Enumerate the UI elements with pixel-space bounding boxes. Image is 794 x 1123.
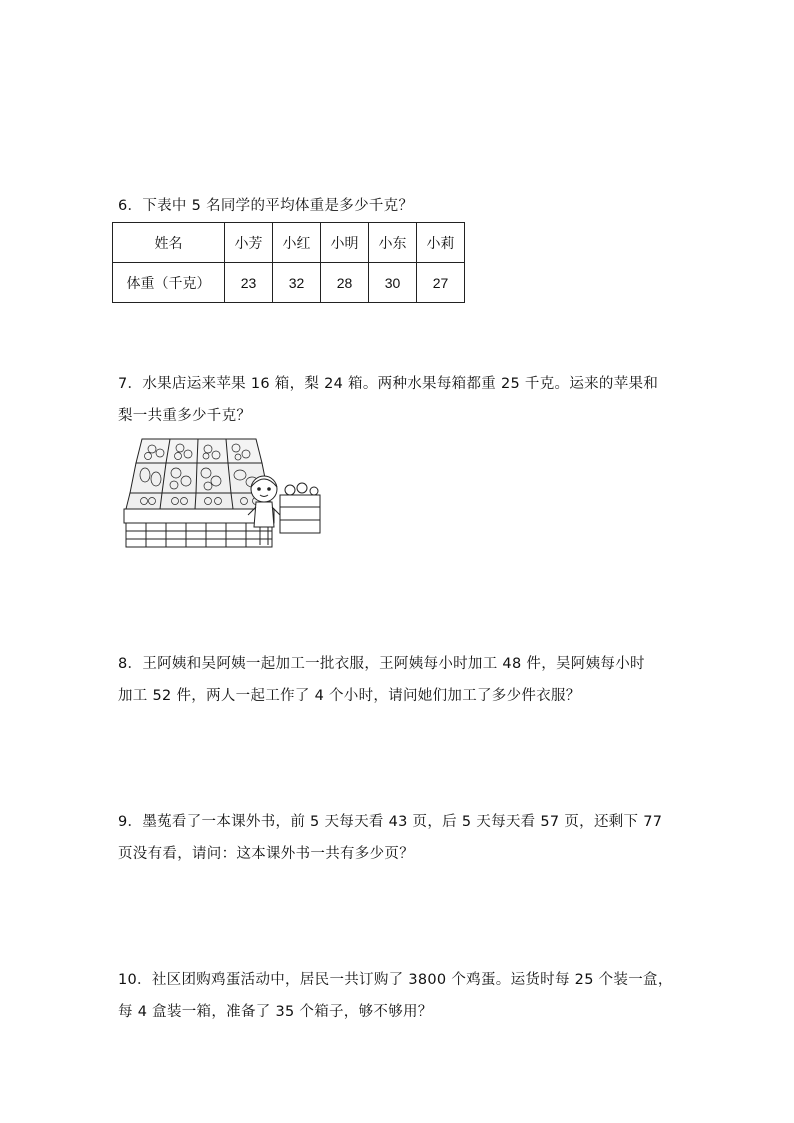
table-header-label: 姓名 xyxy=(113,223,225,263)
table-name-cell: 小红 xyxy=(273,223,321,263)
question-10 xyxy=(118,964,678,1028)
question-8 xyxy=(118,648,678,712)
question-7-line-1: 7．水果店运来苹果 16 箱，梨 24 箱。两种水果每箱都重 25 千克。运来的苹果和 xyxy=(118,376,659,392)
table-weight-cell: 32 xyxy=(273,263,321,303)
question-6 xyxy=(118,190,678,222)
table-weight-cell: 28 xyxy=(321,263,369,303)
question-10-line-2: 每 4 盒装一箱，准备了 35 个箱子，够不够用？ xyxy=(118,1004,433,1020)
table-name-cell: 小东 xyxy=(369,223,417,263)
question-9-line-2: 页没有看，请问：这本课外书一共有多少页？ xyxy=(118,846,414,862)
question-8-line-2: 加工 52 件，两人一起工作了 4 个小时，请问她们加工了多少件衣服？ xyxy=(118,688,581,704)
fruit-stand-illustration xyxy=(120,435,325,550)
question-10-line-1: 10．社区团购鸡蛋活动中，居民一共订购了 3800 个鸡蛋。运货时每 25 个装一盒， xyxy=(118,972,673,988)
table-name-cell: 小莉 xyxy=(417,223,465,263)
question-7-line-2: 梨一共重多少千克？ xyxy=(118,408,252,424)
table-weight-cell: 30 xyxy=(369,263,417,303)
weight-table xyxy=(112,222,465,303)
question-9-line-1: 9．墨菟看了一本课外书，前 5 天每天看 43 页，后 5 天每天看 57 页，还剩下 77 xyxy=(118,814,663,830)
question-7 xyxy=(118,368,678,432)
table-name-cell: 小芳 xyxy=(225,223,273,263)
table-weight-cell: 23 xyxy=(225,263,273,303)
table-weight-cell: 27 xyxy=(417,263,465,303)
table-row-names xyxy=(113,223,465,263)
question-6-text: 6．下表中 5 名同学的平均体重是多少千克？ xyxy=(118,198,414,214)
question-9 xyxy=(118,806,678,870)
table-row-weights xyxy=(113,263,465,303)
table-name-cell: 小明 xyxy=(321,223,369,263)
table-row-label: 体重（千克） xyxy=(113,263,225,303)
question-8-line-1: 8．王阿姨和吴阿姨一起加工一批衣服，王阿姨每小时加工 48 件，吴阿姨每小时 xyxy=(118,656,645,672)
